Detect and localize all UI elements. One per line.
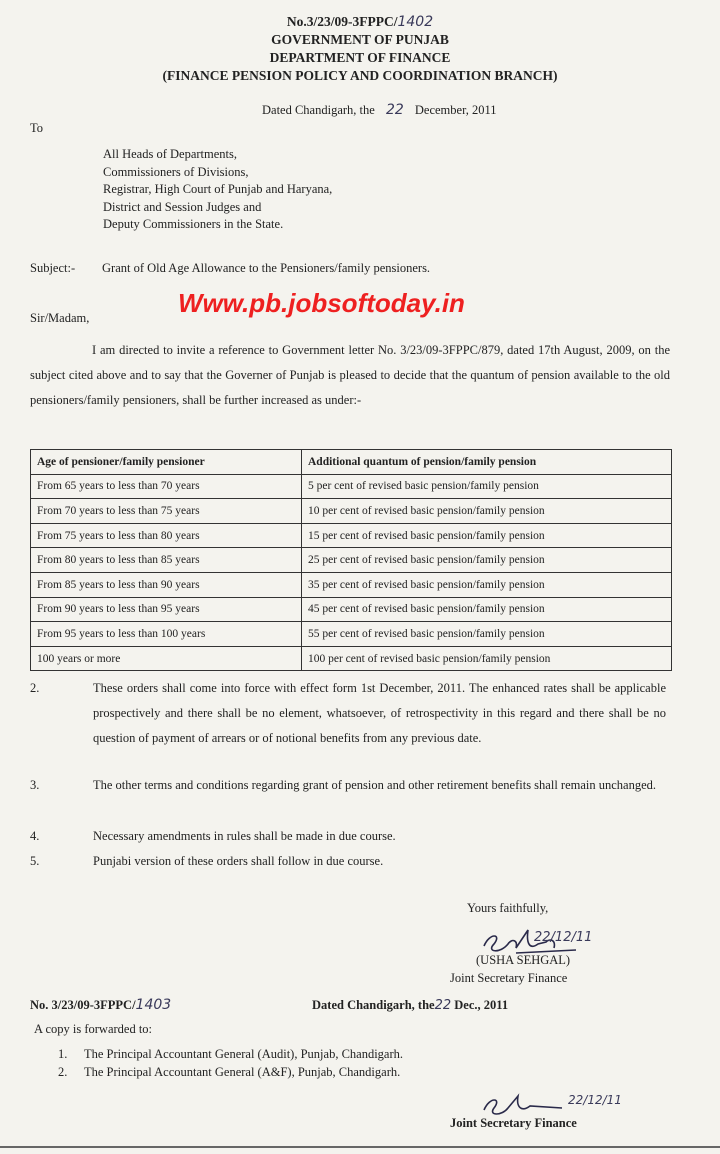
quantum-cell: 10 per cent of revised basic pension/family pension <box>302 499 672 524</box>
table-row <box>31 572 672 597</box>
closing: Yours faithfully, <box>467 901 549 915</box>
point-text: Punjabi version of these orders shall follow in due course. <box>93 854 384 868</box>
table-row <box>31 474 672 499</box>
signatory-name: (USHA SEHGAL) <box>476 953 571 967</box>
table-row <box>31 523 672 548</box>
endorsement-dated-prefix: Dated Chandigarh, the <box>312 998 435 1012</box>
age-cell: From 65 years to less than 70 years <box>31 474 302 499</box>
table-row <box>31 597 672 622</box>
signature-date-handwritten: 22/12/11 <box>534 930 593 945</box>
recipient-item: Commissioners of Divisions, <box>103 164 249 179</box>
point-number: 2. <box>30 681 40 695</box>
copy-recipient: The Principal Accountant General (Audit), Punjab, Chandigarh. <box>84 1047 404 1061</box>
copy-forwarded-label: A copy is forwarded to: <box>34 1022 153 1036</box>
salutation: Sir/Madam, <box>30 311 90 325</box>
age-cell: From 75 years to less than 80 years <box>31 523 302 548</box>
reference-number-handwritten: 1402 <box>397 14 434 30</box>
table-row <box>31 499 672 524</box>
subject-label: Subject:- <box>30 261 76 275</box>
recipient-item: Registrar, High Court of Punjab and Haryana, <box>103 182 333 196</box>
endorsement-reference-line <box>30 996 171 1014</box>
pension-table <box>30 449 672 671</box>
dated-prefix: Dated Chandigarh, the <box>262 103 375 117</box>
table-row <box>31 548 672 573</box>
point-number: 4. <box>30 829 40 843</box>
recipients-list <box>103 146 332 234</box>
subject-text: Grant of Old Age Allowance to the Pensioners/family pensioners. <box>102 261 431 275</box>
dated-suffix: December, 2011 <box>414 103 497 117</box>
table-row <box>31 622 672 647</box>
watermark-website: Www.pb.jobsoftoday.in <box>178 288 465 318</box>
to-label: To <box>30 121 44 135</box>
header-department: DEPARTMENT OF FINANCE <box>269 50 451 65</box>
reference-number: No.3/23/09-3FPPC/ <box>286 14 398 29</box>
age-cell: From 80 years to less than 85 years <box>31 548 302 573</box>
column-header-age: Age of pensioner/family pensioner <box>31 450 302 475</box>
reference-number-line <box>0 14 720 30</box>
point-number: 3. <box>30 778 40 792</box>
copy-number: 2. <box>58 1065 68 1079</box>
column-header-quantum: Additional quantum of pension/family pension <box>302 450 672 475</box>
recipient-item: Deputy Commissioners in the State. <box>103 217 284 231</box>
dated-day-handwritten: 22 <box>385 102 404 118</box>
age-cell: From 85 years to less than 90 years <box>31 572 302 597</box>
signatory-designation: Joint Secretary Finance <box>450 971 568 985</box>
table-row <box>31 646 672 671</box>
endorsement-dated-day: 22 <box>434 998 452 1013</box>
endorsement-designation: Joint Secretary Finance <box>450 1116 577 1130</box>
table-header-row <box>31 450 672 475</box>
endorsement-reference-handwritten: 1403 <box>135 997 172 1013</box>
point-text: Necessary amendments in rules shall be made in due course. <box>93 829 396 843</box>
age-cell: 100 years or more <box>31 646 302 671</box>
age-cell: From 70 years to less than 75 years <box>31 499 302 524</box>
quantum-cell: 55 per cent of revised basic pension/family pension <box>302 622 672 647</box>
dated-line <box>262 98 497 123</box>
header-government: GOVERNMENT OF PUNJAB <box>271 32 449 47</box>
quantum-cell: 25 per cent of revised basic pension/family pension <box>302 548 672 573</box>
intro-paragraph: I am directed to invite a reference to Government letter No. 3/23/09-3FPPC/879, dated 17th August, 2009, on the subject cited above and to say that the Governer of Punjab is pleased to decide that the quantum of pension available to the old pensioners/family pensioners, shall be further increased as under:- <box>30 343 670 407</box>
endorsement-reference-number: No. 3/23/09-3FPPC/ <box>30 998 136 1012</box>
point-text: These orders shall come into force with effect form 1st December, 2011. The enhanced rates shall be applicable prospectively and there shall be no element, whatsoever, of retrospectivity in this regard and there shall be no question of payment of arrears or of notional benefits from any previous date. <box>93 681 666 745</box>
bottom-edge-line <box>0 1146 720 1148</box>
point-text: The other terms and conditions regarding grant of pension and other retirement benefits shall remain unchanged. <box>93 778 657 792</box>
quantum-cell: 35 per cent of revised basic pension/family pension <box>302 572 672 597</box>
endorsement-dated-line <box>312 996 508 1015</box>
copy-recipient: The Principal Accountant General (A&F), Punjab, Chandigarh. <box>84 1065 401 1079</box>
copy-number: 1. <box>58 1047 68 1061</box>
endorsement-dated-suffix: Dec., 2011 <box>454 998 509 1012</box>
quantum-cell: 5 per cent of revised basic pension/family pension <box>302 474 672 499</box>
quantum-cell: 45 per cent of revised basic pension/family pension <box>302 597 672 622</box>
endorsement-signature-date: 22/12/11 <box>568 1093 622 1107</box>
age-cell: From 90 years to less than 95 years <box>31 597 302 622</box>
quantum-cell: 15 per cent of revised basic pension/family pension <box>302 523 672 548</box>
header-branch: (FINANCE PENSION POLICY AND COORDINATION BRANCH) <box>162 68 558 83</box>
recipient-item: District and Session Judges and <box>103 199 262 214</box>
age-cell: From 95 years to less than 100 years <box>31 622 302 647</box>
point-number: 5. <box>30 854 40 868</box>
quantum-cell: 100 per cent of revised basic pension/family pension <box>302 646 672 671</box>
recipient-item: All Heads of Departments, <box>103 147 237 161</box>
